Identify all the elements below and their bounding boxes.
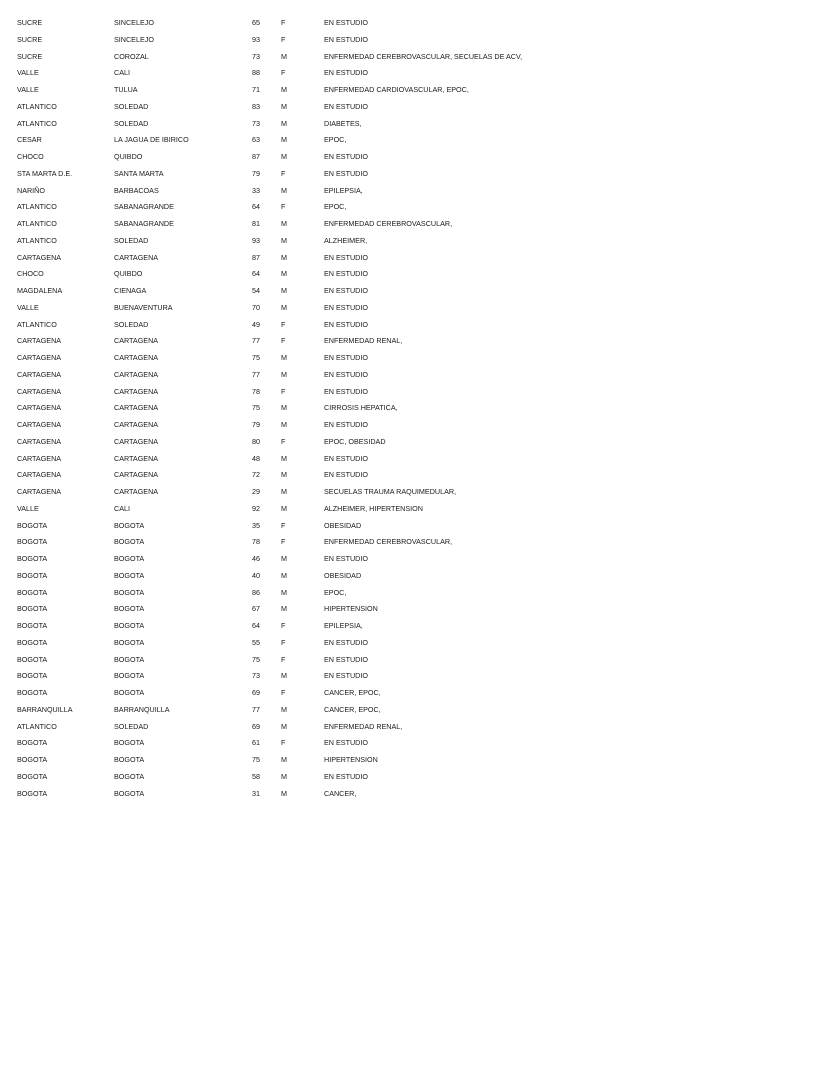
department-cell: BOGOTA <box>17 688 48 697</box>
municipality-cell: CARTAGENA <box>114 470 159 480</box>
diagnosis-cell: EN ESTUDIO <box>324 654 368 664</box>
sex-cell: F <box>281 18 286 27</box>
department-cell: CARTAGENA <box>17 487 62 496</box>
diagnosis-cell: CANCER, <box>324 788 357 798</box>
sex-cell: M <box>281 704 287 714</box>
table-row <box>0 735 624 752</box>
municipality-cell: BOGOTA <box>114 788 145 798</box>
diagnosis-cell: EN ESTUDIO <box>324 738 368 748</box>
department-cell: NARIÑO <box>17 185 45 195</box>
sex-cell: M <box>281 403 287 413</box>
municipality-cell: QUIBDO <box>114 269 143 279</box>
sex-cell: F <box>281 68 286 78</box>
age-cell: 87 <box>252 252 260 262</box>
department-cell: VALLE <box>17 503 39 513</box>
table-row <box>0 333 624 350</box>
diagnosis-cell: EPILEPSIA, <box>324 185 363 195</box>
municipality-cell: CARTAGENA <box>114 403 159 413</box>
sex-cell: M <box>281 51 287 61</box>
department-cell: BOGOTA <box>17 671 48 681</box>
document-page <box>0 15 840 802</box>
municipality-cell: SABANAGRANDE <box>114 202 174 212</box>
sex-cell: F <box>281 168 286 178</box>
age-cell: 93 <box>252 235 260 245</box>
municipality-cell: BUENAVENTURA <box>114 302 173 312</box>
diagnosis-cell: SECUELAS TRAUMA RAQUIMEDULAR, <box>324 487 457 496</box>
municipality-cell: CARTAGENA <box>114 369 159 379</box>
municipality-cell: BOGOTA <box>114 537 145 547</box>
department-cell: CARTAGENA <box>17 403 62 413</box>
department-cell: BOGOTA <box>17 788 48 798</box>
municipality-cell: CIENAGA <box>114 286 147 295</box>
age-cell: 75 <box>252 353 260 362</box>
table-row <box>0 652 624 669</box>
age-cell: 29 <box>252 487 260 496</box>
municipality-cell: BOGOTA <box>114 604 145 614</box>
sex-cell: M <box>281 252 287 262</box>
department-cell: STA MARTA D.E. <box>17 168 73 178</box>
sex-cell: F <box>281 688 286 697</box>
age-cell: 64 <box>252 621 260 630</box>
municipality-cell: BOGOTA <box>114 520 145 530</box>
table-row <box>0 367 624 384</box>
sex-cell: F <box>281 537 286 547</box>
diagnosis-cell: ENFERMEDAD CEREBROVASCULAR, SECUELAS DE ACV, <box>324 51 523 61</box>
municipality-cell: SOLEDAD <box>114 235 149 245</box>
municipality-cell: QUIBDO <box>114 152 143 161</box>
diagnosis-cell: EN ESTUDIO <box>324 34 368 44</box>
diagnosis-cell: EN ESTUDIO <box>324 637 368 647</box>
sex-cell: F <box>281 621 286 630</box>
department-cell: MAGDALENA <box>17 286 63 295</box>
sex-cell: M <box>281 135 287 145</box>
age-cell: 87 <box>252 152 260 161</box>
age-cell: 70 <box>252 302 260 312</box>
department-cell: ATLANTICO <box>17 202 57 212</box>
department-cell: CARTAGENA <box>17 436 62 446</box>
municipality-cell: BOGOTA <box>114 755 145 764</box>
table-row <box>0 484 624 501</box>
diagnosis-cell: ENFERMEDAD CEREBROVASCULAR, <box>324 219 453 228</box>
diagnosis-cell: EPOC, <box>324 587 347 597</box>
diagnosis-cell: ENFERMEDAD RENAL, <box>324 336 403 346</box>
department-cell: BOGOTA <box>17 654 48 664</box>
municipality-cell: BOGOTA <box>114 587 145 597</box>
table-row <box>0 266 624 283</box>
diagnosis-cell: EN ESTUDIO <box>324 252 368 262</box>
sex-cell: F <box>281 436 286 446</box>
diagnosis-cell: EN ESTUDIO <box>324 386 368 396</box>
sex-cell: M <box>281 235 287 245</box>
municipality-cell: LA JAGUA DE IBIRICO <box>114 135 189 145</box>
table-row <box>0 501 624 518</box>
table-row <box>0 317 624 334</box>
diagnosis-cell: EN ESTUDIO <box>324 68 368 78</box>
sex-cell: F <box>281 520 286 530</box>
diagnosis-cell: EN ESTUDIO <box>324 168 368 178</box>
table-row <box>0 199 624 216</box>
table-row <box>0 551 624 568</box>
diagnosis-cell: EN ESTUDIO <box>324 101 368 111</box>
table-row <box>0 702 624 719</box>
diagnosis-cell: EN ESTUDIO <box>324 353 368 362</box>
sex-cell: F <box>281 336 286 346</box>
age-cell: 71 <box>252 85 260 94</box>
diagnosis-cell: EN ESTUDIO <box>324 369 368 379</box>
department-cell: ATLANTICO <box>17 235 57 245</box>
diagnosis-cell: HIPERTENSION <box>324 755 378 764</box>
cases-table <box>0 15 624 802</box>
municipality-cell: SOLEDAD <box>114 319 149 329</box>
municipality-cell: SABANAGRANDE <box>114 219 174 228</box>
diagnosis-cell: EN ESTUDIO <box>324 152 368 161</box>
municipality-cell: CARTAGENA <box>114 252 159 262</box>
diagnosis-cell: EN ESTUDIO <box>324 302 368 312</box>
table-row <box>0 417 624 434</box>
department-cell: BOGOTA <box>17 621 48 630</box>
municipality-cell: CALI <box>114 68 130 78</box>
table-row <box>0 534 624 551</box>
sex-cell: M <box>281 85 287 94</box>
sex-cell: M <box>281 219 287 228</box>
age-cell: 80 <box>252 436 260 446</box>
municipality-cell: COROZAL <box>114 51 149 61</box>
sex-cell: M <box>281 420 287 429</box>
municipality-cell: CARTAGENA <box>114 436 159 446</box>
municipality-cell: SANTA MARTA <box>114 168 164 178</box>
municipality-cell: CARTAGENA <box>114 336 159 346</box>
table-row <box>0 350 624 367</box>
municipality-cell: CARTAGENA <box>114 453 159 463</box>
age-cell: 77 <box>252 336 260 346</box>
sex-cell: M <box>281 671 287 681</box>
diagnosis-cell: EN ESTUDIO <box>324 771 368 781</box>
age-cell: 88 <box>252 68 260 78</box>
sex-cell: M <box>281 788 287 798</box>
age-cell: 63 <box>252 135 260 145</box>
sex-cell: M <box>281 721 287 731</box>
municipality-cell: BOGOTA <box>114 654 145 664</box>
sex-cell: M <box>281 286 287 295</box>
department-cell: BOGOTA <box>17 587 48 597</box>
age-cell: 75 <box>252 654 260 664</box>
sex-cell: M <box>281 554 287 563</box>
diagnosis-cell: EN ESTUDIO <box>324 319 368 329</box>
table-row <box>0 384 624 401</box>
age-cell: 67 <box>252 604 260 614</box>
department-cell: BOGOTA <box>17 554 48 563</box>
age-cell: 58 <box>252 771 260 781</box>
municipality-cell: SOLEDAD <box>114 721 149 731</box>
department-cell: CARTAGENA <box>17 336 62 346</box>
department-cell: ATLANTICO <box>17 101 57 111</box>
table-row <box>0 166 624 183</box>
department-cell: BOGOTA <box>17 771 48 781</box>
municipality-cell: SINCELEJO <box>114 34 154 44</box>
cases-table-body <box>0 15 624 802</box>
department-cell: CARTAGENA <box>17 252 62 262</box>
age-cell: 69 <box>252 688 260 697</box>
diagnosis-cell: CANCER, EPOC, <box>324 688 381 697</box>
age-cell: 81 <box>252 219 260 228</box>
table-row <box>0 451 624 468</box>
age-cell: 54 <box>252 286 260 295</box>
table-row <box>0 65 624 82</box>
municipality-cell: CARTAGENA <box>114 386 159 396</box>
department-cell: BARRANQUILLA <box>17 704 73 714</box>
department-cell: CARTAGENA <box>17 470 62 480</box>
department-cell: ATLANTICO <box>17 319 57 329</box>
sex-cell: M <box>281 269 287 279</box>
municipality-cell: CARTAGENA <box>114 420 159 429</box>
age-cell: 65 <box>252 18 260 27</box>
department-cell: CHOCO <box>17 269 44 279</box>
department-cell: SUCRE <box>17 34 43 44</box>
diagnosis-cell: OBESIDAD <box>324 520 362 530</box>
municipality-cell: SINCELEJO <box>114 18 154 27</box>
age-cell: 72 <box>252 470 260 480</box>
diagnosis-cell: EN ESTUDIO <box>324 18 368 27</box>
age-cell: 64 <box>252 202 260 212</box>
diagnosis-cell: EPOC, <box>324 202 347 212</box>
table-row <box>0 752 624 769</box>
diagnosis-cell: EN ESTUDIO <box>324 420 368 429</box>
diagnosis-cell: EN ESTUDIO <box>324 453 368 463</box>
table-row <box>0 400 624 417</box>
age-cell: 35 <box>252 520 260 530</box>
table-row <box>0 15 624 32</box>
age-cell: 31 <box>252 788 260 798</box>
municipality-cell: BARBACOAS <box>114 185 159 195</box>
age-cell: 86 <box>252 587 260 597</box>
department-cell: VALLE <box>17 85 39 94</box>
table-row <box>0 216 624 233</box>
sex-cell: F <box>281 34 286 44</box>
sex-cell: F <box>281 202 286 212</box>
sex-cell: F <box>281 654 286 664</box>
department-cell: ATLANTICO <box>17 118 57 128</box>
sex-cell: M <box>281 185 287 195</box>
sex-cell: M <box>281 570 287 580</box>
sex-cell: M <box>281 771 287 781</box>
sex-cell: M <box>281 152 287 161</box>
department-cell: CARTAGENA <box>17 369 62 379</box>
department-cell: ATLANTICO <box>17 219 57 228</box>
table-row <box>0 635 624 652</box>
municipality-cell: SOLEDAD <box>114 101 149 111</box>
table-row <box>0 467 624 484</box>
department-cell: ATLANTICO <box>17 721 57 731</box>
table-row <box>0 434 624 451</box>
department-cell: BOGOTA <box>17 604 48 614</box>
table-row <box>0 132 624 149</box>
municipality-cell: CARTAGENA <box>114 487 159 496</box>
diagnosis-cell: EN ESTUDIO <box>324 671 368 681</box>
diagnosis-cell: ALZHEIMER, HIPERTENSION <box>324 503 423 513</box>
diagnosis-cell: CANCER, EPOC, <box>324 704 381 714</box>
department-cell: CARTAGENA <box>17 386 62 396</box>
department-cell: BOGOTA <box>17 537 48 547</box>
department-cell: BOGOTA <box>17 570 48 580</box>
municipality-cell: BARRANQUILLA <box>114 704 170 714</box>
age-cell: 73 <box>252 118 260 128</box>
age-cell: 69 <box>252 721 260 731</box>
diagnosis-cell: EN ESTUDIO <box>324 286 368 295</box>
age-cell: 61 <box>252 738 260 748</box>
diagnosis-cell: ALZHEIMER, <box>324 235 368 245</box>
department-cell: CESAR <box>17 135 42 145</box>
age-cell: 75 <box>252 755 260 764</box>
sex-cell: M <box>281 302 287 312</box>
diagnosis-cell: ENFERMEDAD RENAL, <box>324 721 403 731</box>
table-row <box>0 116 624 133</box>
diagnosis-cell: EPOC, OBESIDAD <box>324 436 386 446</box>
municipality-cell: SOLEDAD <box>114 118 149 128</box>
sex-cell: F <box>281 738 286 748</box>
age-cell: 77 <box>252 369 260 379</box>
diagnosis-cell: CIRROSIS HEPATICA, <box>324 403 398 413</box>
diagnosis-cell: ENFERMEDAD CEREBROVASCULAR, <box>324 537 453 547</box>
table-row <box>0 618 624 635</box>
diagnosis-cell: EN ESTUDIO <box>324 554 368 563</box>
table-row <box>0 32 624 49</box>
table-row <box>0 49 624 66</box>
department-cell: CARTAGENA <box>17 453 62 463</box>
table-row <box>0 149 624 166</box>
sex-cell: M <box>281 755 287 764</box>
age-cell: 93 <box>252 34 260 44</box>
age-cell: 79 <box>252 420 260 429</box>
table-row <box>0 719 624 736</box>
diagnosis-cell: EN ESTUDIO <box>324 269 368 279</box>
age-cell: 49 <box>252 319 260 329</box>
municipality-cell: BOGOTA <box>114 688 145 697</box>
department-cell: CARTAGENA <box>17 353 62 362</box>
age-cell: 40 <box>252 570 260 580</box>
municipality-cell: CARTAGENA <box>114 353 159 362</box>
diagnosis-cell: EPOC, <box>324 135 347 145</box>
diagnosis-cell: HIPERTENSION <box>324 604 378 614</box>
municipality-cell: BOGOTA <box>114 637 145 647</box>
sex-cell: M <box>281 101 287 111</box>
municipality-cell: BOGOTA <box>114 554 145 563</box>
age-cell: 55 <box>252 637 260 647</box>
age-cell: 78 <box>252 386 260 396</box>
table-row <box>0 685 624 702</box>
table-row <box>0 99 624 116</box>
municipality-cell: BOGOTA <box>114 570 145 580</box>
department-cell: SUCRE <box>17 18 43 27</box>
sex-cell: F <box>281 637 286 647</box>
sex-cell: M <box>281 503 287 513</box>
department-cell: BOGOTA <box>17 520 48 530</box>
department-cell: BOGOTA <box>17 637 48 647</box>
municipality-cell: TULUA <box>114 85 138 94</box>
sex-cell: M <box>281 353 287 362</box>
sex-cell: M <box>281 587 287 597</box>
department-cell: CHOCO <box>17 152 44 161</box>
age-cell: 83 <box>252 101 260 111</box>
table-row <box>0 568 624 585</box>
department-cell: BOGOTA <box>17 738 48 748</box>
department-cell: VALLE <box>17 68 39 78</box>
department-cell: CARTAGENA <box>17 420 62 429</box>
age-cell: 73 <box>252 51 260 61</box>
sex-cell: M <box>281 487 287 496</box>
table-row <box>0 668 624 685</box>
sex-cell: M <box>281 453 287 463</box>
sex-cell: F <box>281 386 286 396</box>
table-row <box>0 250 624 267</box>
age-cell: 64 <box>252 269 260 279</box>
table-row <box>0 601 624 618</box>
department-cell: BOGOTA <box>17 755 48 764</box>
department-cell: VALLE <box>17 302 39 312</box>
table-row <box>0 82 624 99</box>
sex-cell: M <box>281 470 287 480</box>
table-row <box>0 585 624 602</box>
age-cell: 48 <box>252 453 260 463</box>
diagnosis-cell: DIABETES, <box>324 118 362 128</box>
municipality-cell: CALI <box>114 503 130 513</box>
age-cell: 46 <box>252 554 260 563</box>
age-cell: 33 <box>252 185 260 195</box>
table-row <box>0 300 624 317</box>
diagnosis-cell: EN ESTUDIO <box>324 470 368 480</box>
sex-cell: F <box>281 319 286 329</box>
municipality-cell: BOGOTA <box>114 671 145 681</box>
table-row <box>0 518 624 535</box>
table-row <box>0 769 624 786</box>
age-cell: 75 <box>252 403 260 413</box>
municipality-cell: BOGOTA <box>114 621 145 630</box>
age-cell: 92 <box>252 503 260 513</box>
diagnosis-cell: EPILEPSIA, <box>324 621 363 630</box>
department-cell: SUCRE <box>17 51 43 61</box>
table-row <box>0 283 624 300</box>
table-row <box>0 233 624 250</box>
diagnosis-cell: ENFERMEDAD CARDIOVASCULAR, EPOC, <box>324 85 469 94</box>
table-row <box>0 786 624 803</box>
age-cell: 73 <box>252 671 260 681</box>
sex-cell: M <box>281 118 287 128</box>
municipality-cell: BOGOTA <box>114 771 145 781</box>
municipality-cell: BOGOTA <box>114 738 145 748</box>
age-cell: 79 <box>252 168 260 178</box>
diagnosis-cell: OBESIDAD <box>324 570 362 580</box>
sex-cell: M <box>281 604 287 614</box>
age-cell: 77 <box>252 704 260 714</box>
table-row <box>0 183 624 200</box>
sex-cell: M <box>281 369 287 379</box>
age-cell: 78 <box>252 537 260 547</box>
